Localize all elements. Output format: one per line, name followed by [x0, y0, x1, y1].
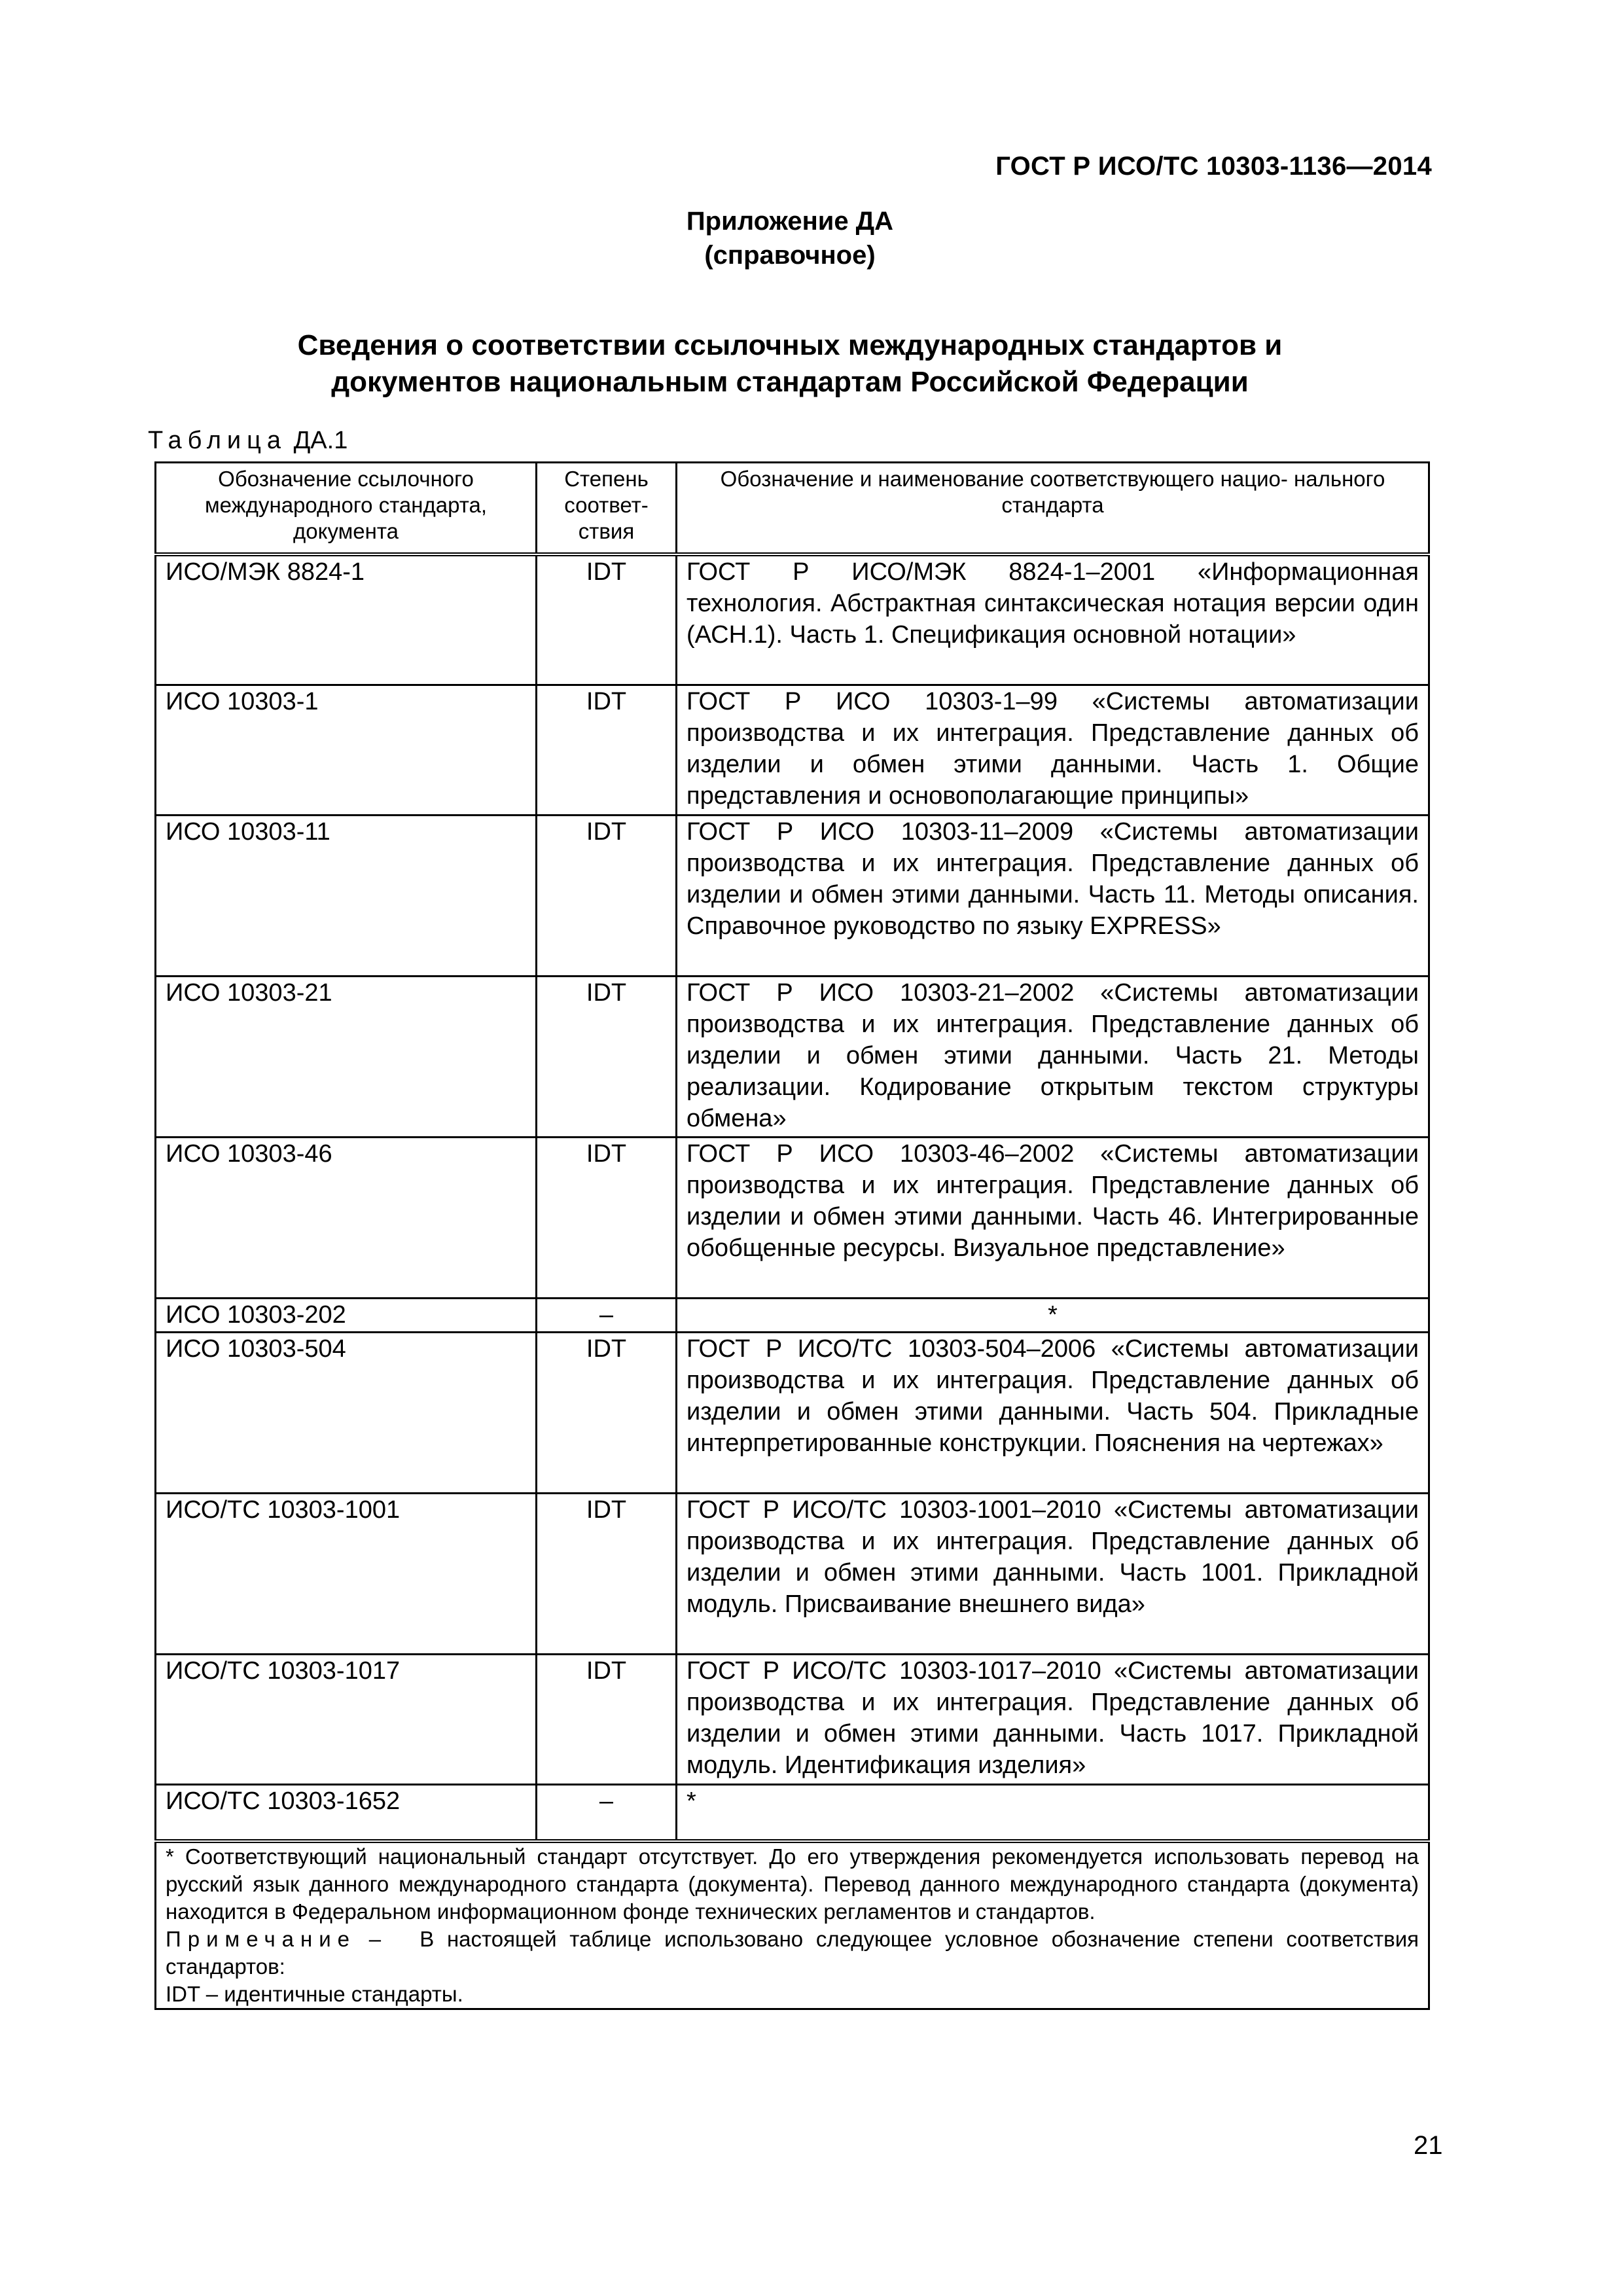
table-row	[156, 1654, 1429, 1784]
section-title-line-1: Сведения о соответствии ссылочных международных стандартов и	[297, 329, 1283, 361]
cell-ref: ИСО/ТС 10303-1017	[156, 1654, 537, 1784]
cell-ref: ИСО 10303-21	[156, 976, 537, 1137]
section-title-line-2: документов национальным стандартам Российской Федерации	[331, 366, 1249, 398]
cell-national: ГОСТ Р ИСО 10303-11–2009 «Системы автоматизации производства и их интеграция. Представление данных об изделии и обмен этими данными. Часть 11. Методы описания. Справочное руководство по языку EXPRESS»	[677, 815, 1429, 976]
cell-degree: IDT	[537, 1332, 677, 1493]
cell-degree: IDT	[537, 1493, 677, 1654]
cell-degree: IDT	[537, 554, 677, 685]
footnote-idt: IDT – идентичные стандарты.	[166, 1981, 463, 2006]
note-label: Примечание	[166, 1926, 357, 1951]
cell-degree: IDT	[537, 1654, 677, 1784]
table-row	[156, 815, 1429, 976]
table-row	[156, 1298, 1429, 1332]
cell-national: ГОСТ Р ИСО 10303-1–99 «Системы автоматизации производства и их интеграция. Представление данных об изделии и обмен этими данными. Часть 1. Общие представления и основополагающие принципы»	[677, 685, 1429, 815]
table-row	[156, 1137, 1429, 1298]
header-ref-standard: Обозначение ссылочного международного стандарта, документа	[156, 463, 537, 555]
cell-national: ГОСТ Р ИСО/ТС 10303-1001–2010 «Системы автоматизации производства и их интеграция. Представление данных об изделии и обмен этими данными. Часть 1001. Прикладной модуль. Присваивание внешнего вида»	[677, 1493, 1429, 1654]
header-national-standard: Обозначение и наименование соответствующего нацио- нального стандарта	[677, 463, 1429, 555]
cell-degree: IDT	[537, 976, 677, 1137]
footnote-note	[166, 1926, 1419, 1981]
cell-degree: IDT	[537, 1137, 677, 1298]
appendix-type: (справочное)	[704, 241, 876, 270]
cell-degree: IDT	[537, 815, 677, 976]
cell-ref: ИСО 10303-202	[156, 1298, 537, 1332]
note-dash: –	[368, 1926, 382, 1951]
page-number: 21	[1414, 2131, 1443, 2160]
cell-national: ГОСТ Р ИСО/ТС 10303-504–2006 «Системы автоматизации производства и их интеграция. Представление данных об изделии и обмен этими данными. Часть 504. Прикладные интерпретированные конструкции. Пояснения на чертежах»	[677, 1332, 1429, 1493]
cell-degree: IDT	[537, 685, 677, 815]
table-caption-word: Таблица	[148, 427, 287, 454]
table-caption-number: ДА.1	[293, 427, 348, 454]
section-title	[0, 327, 1623, 401]
correspondence-table	[154, 461, 1430, 2010]
appendix-heading	[0, 204, 1623, 272]
cell-ref: ИСО/ТС 10303-1001	[156, 1493, 537, 1654]
cell-ref: ИСО/ТС 10303-1652	[156, 1784, 537, 1841]
note-text: В настоящей таблице использовано следующее условное обозначение степени соответствия стандартов:	[166, 1926, 1419, 1979]
cell-degree: –	[537, 1298, 677, 1332]
header-degree: Степень соответ- ствия	[537, 463, 677, 555]
cell-ref: ИСО 10303-1	[156, 685, 537, 815]
table-row	[156, 976, 1429, 1137]
table-row	[156, 1493, 1429, 1654]
cell-national: ГОСТ Р ИСО/ТС 10303-1017–2010 «Системы автоматизации производства и их интеграция. Представление данных об изделии и обмен этими данными. Часть 1017. Прикладной модуль. Идентификация изделия»	[677, 1654, 1429, 1784]
table-caption	[148, 427, 348, 455]
table-row	[156, 685, 1429, 815]
appendix-title: Приложение ДА	[686, 207, 894, 236]
table-row	[156, 554, 1429, 685]
cell-national: ГОСТ Р ИСО 10303-46–2002 «Системы автоматизации производства и их интеграция. Представление данных об изделии и обмен этими данными. Часть 46. Интегрированные обобщенные ресурсы. Визуальное представление»	[677, 1137, 1429, 1298]
cell-ref: ИСО 10303-46	[156, 1137, 537, 1298]
cell-national: ГОСТ Р ИСО/МЭК 8824-1–2001 «Информационная технология. Абстрактная синтаксическая нотация версии один (АСН.1). Часть 1. Спецификация основной нотации»	[677, 554, 1429, 685]
cell-degree: –	[537, 1784, 677, 1841]
table-footnote	[156, 1841, 1429, 2009]
cell-national: ГОСТ Р ИСО 10303-21–2002 «Системы автоматизации производства и их интеграция. Представление данных об изделии и обмен этими данными. Часть 21. Методы реализации. Кодирование открытым текстом структуры обмена»	[677, 976, 1429, 1137]
document-code: ГОСТ Р ИСО/ТС 10303-1136—2014	[995, 152, 1432, 181]
table-row	[156, 1784, 1429, 1841]
cell-national: *	[677, 1784, 1429, 1841]
cell-ref: ИСО 10303-504	[156, 1332, 537, 1493]
table-row	[156, 1332, 1429, 1493]
cell-ref: ИСО 10303-11	[156, 815, 537, 976]
footnote-star: * Соответствующий национальный стандарт отсутствует. До его утверждения рекомендуется использовать перевод на русский язык данного международного стандарта (документа). Перевод данного международного стандарта (документа) находится в Федеральном информационном фонде технических регламентов и стандартов.	[166, 1844, 1419, 1924]
footnote-row	[156, 1841, 1429, 2009]
cell-national: *	[677, 1298, 1429, 1332]
table-header-row	[156, 463, 1429, 555]
cell-ref: ИСО/МЭК 8824-1	[156, 554, 537, 685]
